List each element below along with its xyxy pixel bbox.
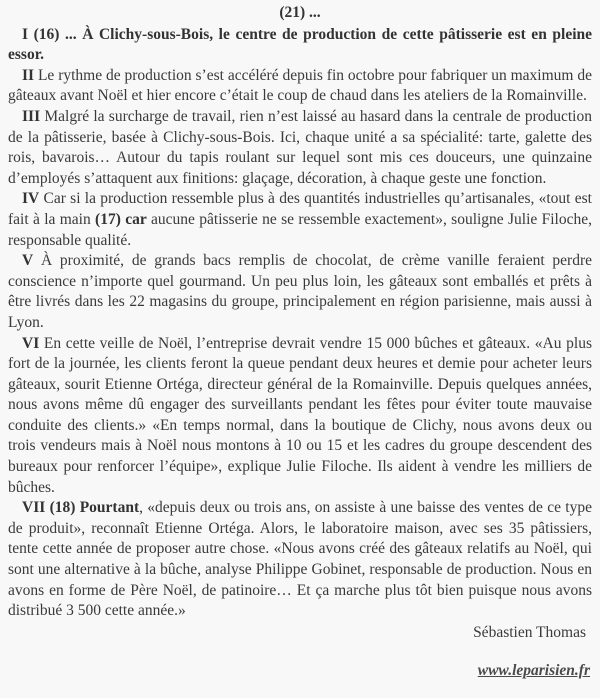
paragraph-3-number: III <box>22 107 41 125</box>
paragraph-2-text: Le rythme de production s’est accéléré depuis fin octobre pour fabriquer un maximum de gâteaux avant Noël et hier encore c’était le coup de chaud dans les ateliers de la Romainville. <box>8 66 592 105</box>
paragraph-4-text-a: Car si la production ressemble plus à des quantités industrielles qu’artisanales, «tout est fait à la main <box>8 190 592 228</box>
paragraph-4-text-b: aucune pâtisserie ne se ressemble exactement», souligne Julie Filoche, responsable qualité. <box>8 210 592 249</box>
paragraph-2 <box>8 66 592 107</box>
paragraph-7-number: VII (18) Pourtant <box>22 499 140 517</box>
paragraph-5-number: V <box>22 252 34 270</box>
source-row <box>8 661 592 682</box>
source-website-link[interactable]: www.leparisien.fr <box>477 662 590 680</box>
paragraph-3-text: Malgré la surcharge de travail, rien n’est laissé au hasard dans la centrale de production de la pâtisserie, basée à Clichy-sous-Bois. Ici, chaque unité a sa spécialité: tarte, galette des rois, bavarois… Autour du tapis roulant sur lequel sont mis ces douceurs, une quinzaine d’employés s’attaquent aux finitions: glaçage, décoration, à chaque geste une fonction. <box>8 107 592 187</box>
paragraph-2-number: II <box>22 66 35 84</box>
paragraph-4-number: IV <box>22 190 40 208</box>
paragraph-1-text: I (16) ... À Clichy-sous-Bois, le centre de production de cette pâtisserie est en pleine essor. <box>8 25 592 64</box>
paragraph-6-number: VI <box>22 334 40 352</box>
paragraph-5-text: À proximité, de grands bacs remplis de chocolat, de crème vanille feraient perdre conscience n’importe quel gourmand. Un peu plus loin, les gâteaux sont emballés et prêts à être livrés dans les 22 magasins du groupe, principalement en région parisienne, mais aussi à Lyon. <box>8 252 592 331</box>
paragraph-4-blank-17: (17) car <box>95 210 147 228</box>
author-signature: Sébastien Thomas <box>473 623 586 641</box>
paragraph-7 <box>8 498 592 622</box>
paragraph-3 <box>8 107 592 189</box>
document-title: (21) ... <box>279 4 321 21</box>
paragraph-7-text: , «depuis deux ou trois ans, on assiste à une baisse des ventes de ce type de produit», reconnaît Etienne Ortéga. Alors, le laboratoire maison, avec ses 35 pâtissiers, tente cette année de proposer autre chose. «Nous avons créé des gâteaux relatifs au Noël, qui sont une alternative à la bûche, analyse Philippe Gobinet, responsable de production. Nous en avons en forme de Père Noël, de patinoire… Et ça marche plus tôt bien puisque nous avons distribué 3 500 cette année.» <box>8 499 592 620</box>
paragraph-4 <box>8 189 592 251</box>
paragraph-6 <box>8 334 592 499</box>
paragraph-5 <box>8 251 592 333</box>
paragraph-6-text: En cette veille de Noël, l’entreprise devrait vendre 15 000 bûches et gâteaux. «Au plus fort de la journée, les clients feront la queue pendant deux heures et demie pour acheter leurs gâteaux, sourit Etienne Ortéga, directeur général de la Romainville. Depuis quelques années, nous avons même dû engager des surveillants pendant les fêtes pour éviter toute mauvaise conduite des clients.» «En temps normal, dans la boutique de Clichy, nous avons deux ou trois vendeurs mais à Noël nous montons à 10 ou 15 et les cadres du groupe descendent des bureaux pour renforcer l’équipe», explique Julie Filoche. Ils aident à vendre les milliers de bûches. <box>8 334 592 496</box>
paragraph-1 <box>8 25 592 66</box>
